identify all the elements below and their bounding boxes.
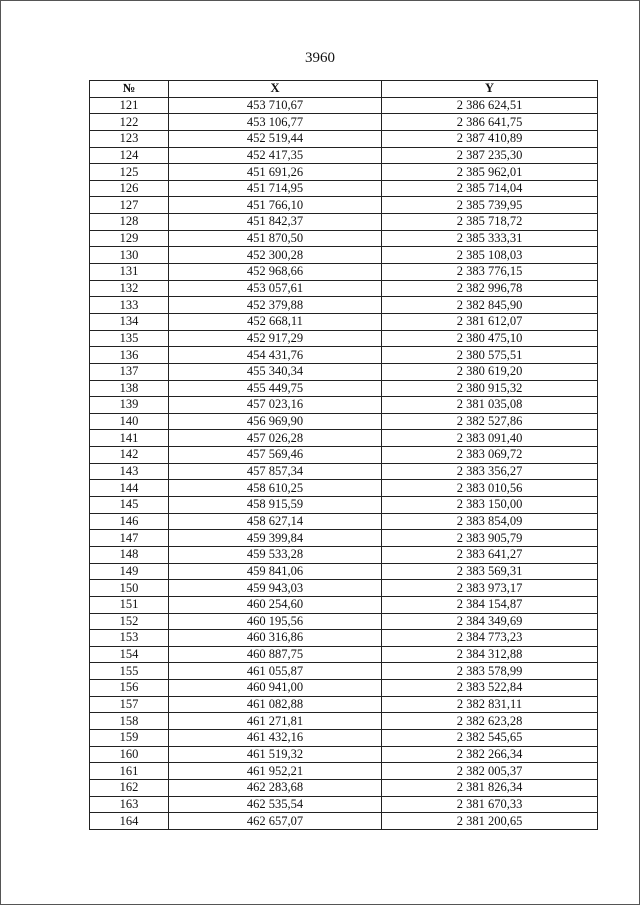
- cell-y: 2 387 410,89: [382, 130, 598, 147]
- cell-y: 2 382 545,65: [382, 729, 598, 746]
- cell-number: 148: [90, 546, 169, 563]
- cell-y: 2 381 612,07: [382, 313, 598, 330]
- cell-y: 2 384 154,87: [382, 596, 598, 613]
- cell-number: 130: [90, 247, 169, 264]
- table-row: [90, 680, 598, 697]
- cell-number: 132: [90, 280, 169, 297]
- cell-x: 460 195,56: [169, 613, 382, 630]
- cell-number: 146: [90, 513, 169, 530]
- column-header-y: Y: [382, 81, 598, 98]
- cell-number: 143: [90, 463, 169, 480]
- cell-number: 147: [90, 530, 169, 547]
- cell-y: 2 385 718,72: [382, 214, 598, 231]
- cell-x: 458 610,25: [169, 480, 382, 497]
- cell-number: 126: [90, 180, 169, 197]
- cell-number: 134: [90, 313, 169, 330]
- cell-y: 2 383 973,17: [382, 580, 598, 597]
- table-row: [90, 613, 598, 630]
- cell-x: 452 968,66: [169, 264, 382, 281]
- cell-x: 458 915,59: [169, 497, 382, 514]
- cell-number: 157: [90, 696, 169, 713]
- table-row: [90, 779, 598, 796]
- cell-y: 2 383 356,27: [382, 463, 598, 480]
- table-row: [90, 413, 598, 430]
- cell-y: 2 382 527,86: [382, 413, 598, 430]
- cell-x: 462 535,54: [169, 796, 382, 813]
- table-row: [90, 180, 598, 197]
- cell-y: 2 382 845,90: [382, 297, 598, 314]
- cell-y: 2 382 831,11: [382, 696, 598, 713]
- cell-x: 453 710,67: [169, 97, 382, 114]
- cell-y: 2 384 773,23: [382, 630, 598, 647]
- cell-x: 459 943,03: [169, 580, 382, 597]
- cell-number: 151: [90, 596, 169, 613]
- table-row: [90, 380, 598, 397]
- table-row: [90, 630, 598, 647]
- table-row: [90, 164, 598, 181]
- cell-number: 156: [90, 680, 169, 697]
- table-header-row: [90, 81, 598, 98]
- cell-y: 2 385 108,03: [382, 247, 598, 264]
- cell-y: 2 387 235,30: [382, 147, 598, 164]
- cell-x: 460 316,86: [169, 630, 382, 647]
- table-row: [90, 580, 598, 597]
- cell-number: 158: [90, 713, 169, 730]
- cell-number: 125: [90, 164, 169, 181]
- cell-y: 2 386 641,75: [382, 114, 598, 131]
- cell-y: 2 383 522,84: [382, 680, 598, 697]
- table-row: [90, 596, 598, 613]
- table-row: [90, 546, 598, 563]
- cell-y: 2 382 005,37: [382, 763, 598, 780]
- cell-x: 460 887,75: [169, 646, 382, 663]
- cell-number: 149: [90, 563, 169, 580]
- cell-y: 2 383 578,99: [382, 663, 598, 680]
- table-row: [90, 563, 598, 580]
- cell-x: 455 340,34: [169, 363, 382, 380]
- table-row: [90, 197, 598, 214]
- cell-number: 153: [90, 630, 169, 647]
- cell-number: 138: [90, 380, 169, 397]
- cell-x: 461 271,81: [169, 713, 382, 730]
- cell-y: 2 383 854,09: [382, 513, 598, 530]
- cell-y: 2 385 714,04: [382, 180, 598, 197]
- cell-y: 2 384 349,69: [382, 613, 598, 630]
- cell-y: 2 380 575,51: [382, 347, 598, 364]
- cell-x: 451 870,50: [169, 230, 382, 247]
- cell-x: 451 842,37: [169, 214, 382, 231]
- cell-number: 121: [90, 97, 169, 114]
- table-row: [90, 230, 598, 247]
- cell-y: 2 380 915,32: [382, 380, 598, 397]
- cell-number: 160: [90, 746, 169, 763]
- table-row: [90, 513, 598, 530]
- cell-x: 451 766,10: [169, 197, 382, 214]
- cell-x: 452 300,28: [169, 247, 382, 264]
- table-row: [90, 813, 598, 830]
- table-row: [90, 114, 598, 131]
- cell-number: 129: [90, 230, 169, 247]
- table-row: [90, 729, 598, 746]
- cell-number: 142: [90, 447, 169, 464]
- table-row: [90, 663, 598, 680]
- table-row: [90, 130, 598, 147]
- cell-y: 2 381 035,08: [382, 397, 598, 414]
- table-row: [90, 313, 598, 330]
- cell-number: 154: [90, 646, 169, 663]
- table-row: [90, 480, 598, 497]
- cell-x: 461 082,88: [169, 696, 382, 713]
- cell-x: 457 026,28: [169, 430, 382, 447]
- cell-number: 133: [90, 297, 169, 314]
- cell-x: 456 969,90: [169, 413, 382, 430]
- cell-number: 164: [90, 813, 169, 830]
- table-row: [90, 530, 598, 547]
- table-row: [90, 397, 598, 414]
- table-row: [90, 463, 598, 480]
- cell-number: 163: [90, 796, 169, 813]
- page-number: 3960: [305, 50, 335, 66]
- table-row: [90, 430, 598, 447]
- cell-number: 123: [90, 130, 169, 147]
- cell-y: 2 382 266,34: [382, 746, 598, 763]
- cell-number: 136: [90, 347, 169, 364]
- cell-number: 161: [90, 763, 169, 780]
- table-row: [90, 746, 598, 763]
- cell-x: 459 533,28: [169, 546, 382, 563]
- table-row: [90, 214, 598, 231]
- cell-y: 2 383 905,79: [382, 530, 598, 547]
- cell-x: 454 431,76: [169, 347, 382, 364]
- cell-y: 2 381 200,65: [382, 813, 598, 830]
- cell-x: 461 432,16: [169, 729, 382, 746]
- cell-y: 2 383 569,31: [382, 563, 598, 580]
- cell-x: 461 055,87: [169, 663, 382, 680]
- cell-y: 2 384 312,88: [382, 646, 598, 663]
- cell-number: 141: [90, 430, 169, 447]
- cell-x: 457 569,46: [169, 447, 382, 464]
- cell-number: 128: [90, 214, 169, 231]
- cell-x: 457 023,16: [169, 397, 382, 414]
- cell-x: 459 841,06: [169, 563, 382, 580]
- cell-number: 144: [90, 480, 169, 497]
- cell-x: 458 627,14: [169, 513, 382, 530]
- table-header: [90, 81, 598, 98]
- cell-y: 2 382 996,78: [382, 280, 598, 297]
- table-row: [90, 763, 598, 780]
- cell-y: 2 383 150,00: [382, 497, 598, 514]
- cell-number: 159: [90, 729, 169, 746]
- table-row: [90, 363, 598, 380]
- table-row: [90, 330, 598, 347]
- cell-x: 461 952,21: [169, 763, 382, 780]
- cell-y: 2 380 475,10: [382, 330, 598, 347]
- cell-x: 453 057,61: [169, 280, 382, 297]
- cell-x: 461 519,32: [169, 746, 382, 763]
- cell-y: 2 386 624,51: [382, 97, 598, 114]
- table-row: [90, 280, 598, 297]
- cell-y: 2 381 670,33: [382, 796, 598, 813]
- cell-x: 460 941,00: [169, 680, 382, 697]
- cell-y: 2 385 962,01: [382, 164, 598, 181]
- cell-number: 140: [90, 413, 169, 430]
- cell-x: 455 449,75: [169, 380, 382, 397]
- cell-y: 2 383 069,72: [382, 447, 598, 464]
- cell-number: 127: [90, 197, 169, 214]
- cell-x: 452 917,29: [169, 330, 382, 347]
- table-row: [90, 247, 598, 264]
- cell-x: 462 657,07: [169, 813, 382, 830]
- cell-x: 452 417,35: [169, 147, 382, 164]
- table-row: [90, 713, 598, 730]
- cell-y: 2 380 619,20: [382, 363, 598, 380]
- cell-number: 137: [90, 363, 169, 380]
- table-row: [90, 97, 598, 114]
- cell-y: 2 385 333,31: [382, 230, 598, 247]
- cell-y: 2 383 641,27: [382, 546, 598, 563]
- cell-x: 451 691,26: [169, 164, 382, 181]
- table-row: [90, 696, 598, 713]
- cell-number: 162: [90, 779, 169, 796]
- cell-x: 457 857,34: [169, 463, 382, 480]
- cell-x: 452 379,88: [169, 297, 382, 314]
- table-row: [90, 796, 598, 813]
- table-row: [90, 147, 598, 164]
- table-row: [90, 264, 598, 281]
- cell-y: 2 383 010,56: [382, 480, 598, 497]
- cell-y: 2 381 826,34: [382, 779, 598, 796]
- column-header-number: №: [90, 81, 169, 98]
- cell-number: 152: [90, 613, 169, 630]
- cell-number: 150: [90, 580, 169, 597]
- column-header-x: X: [169, 81, 382, 98]
- cell-number: 145: [90, 497, 169, 514]
- cell-number: 124: [90, 147, 169, 164]
- cell-number: 122: [90, 114, 169, 131]
- cell-x: 451 714,95: [169, 180, 382, 197]
- cell-x: 452 668,11: [169, 313, 382, 330]
- cell-x: 452 519,44: [169, 130, 382, 147]
- coordinates-table: [89, 80, 598, 830]
- table-row: [90, 646, 598, 663]
- table-row: [90, 347, 598, 364]
- cell-y: 2 385 739,95: [382, 197, 598, 214]
- cell-number: 131: [90, 264, 169, 281]
- table-row: [90, 297, 598, 314]
- table-row: [90, 497, 598, 514]
- table-body: [90, 97, 598, 829]
- cell-y: 2 382 623,28: [382, 713, 598, 730]
- cell-x: 459 399,84: [169, 530, 382, 547]
- cell-y: 2 383 091,40: [382, 430, 598, 447]
- table-row: [90, 447, 598, 464]
- cell-x: 453 106,77: [169, 114, 382, 131]
- cell-number: 139: [90, 397, 169, 414]
- cell-number: 155: [90, 663, 169, 680]
- cell-x: 462 283,68: [169, 779, 382, 796]
- cell-x: 460 254,60: [169, 596, 382, 613]
- cell-number: 135: [90, 330, 169, 347]
- cell-y: 2 383 776,15: [382, 264, 598, 281]
